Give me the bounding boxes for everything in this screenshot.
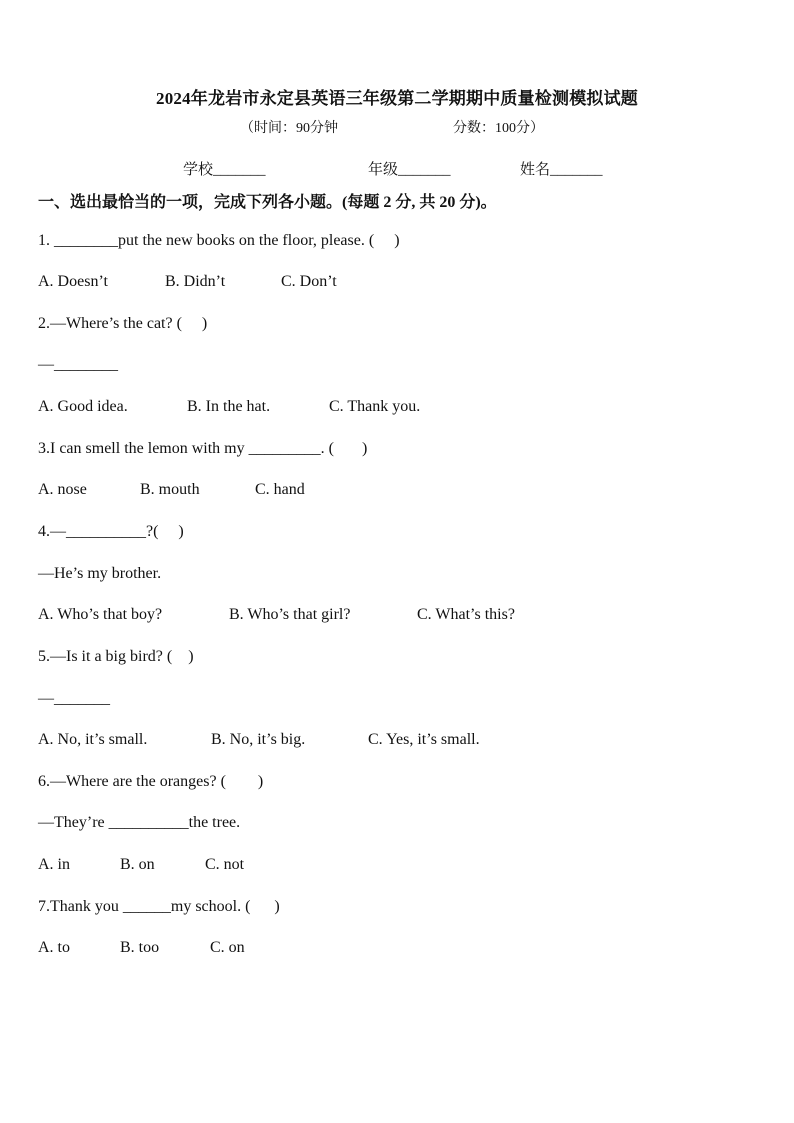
q3-option-a: A. nose: [38, 481, 87, 498]
q6-option-b: B. on: [120, 856, 155, 873]
question-7-stem: 7.Thank you ______my school. ( ): [38, 898, 280, 915]
question-4-answer-line: —He’s my brother.: [38, 565, 162, 582]
question-1-stem: 1. ________put the new books on the floor, please. ( ): [38, 232, 400, 249]
name-field: 姓名_______: [520, 162, 603, 178]
question-5-answer-line: —_______: [38, 690, 110, 707]
question-2-stem: 2.—Where’s the cat? ( ): [38, 315, 208, 332]
q6-option-c: C. not: [205, 856, 245, 873]
exam-title: 2024年龙岩市永定县英语三年级第二学期期中质量检测模拟试题: [156, 89, 638, 108]
q3-option-c: C. hand: [255, 481, 305, 498]
q1-option-a: A. Doesn’t: [38, 273, 108, 290]
question-5-stem: 5.—Is it a big bird? ( ): [38, 648, 194, 665]
question-3-stem: 3.I can smell the lemon with my _________. ( ): [38, 440, 368, 457]
q5-option-b: B. No, it’s big.: [211, 731, 306, 748]
q2-option-c: C. Thank you.: [329, 398, 421, 415]
q4-option-b: B. Who’s that girl?: [229, 606, 351, 623]
q7-option-a: A. to: [38, 939, 70, 956]
q5-option-c: C. Yes, it’s small.: [368, 731, 480, 748]
q6-option-a: A. in: [38, 856, 70, 873]
q2-option-b: B. In the hat.: [187, 398, 271, 415]
q5-option-a: A. No, it’s small.: [38, 731, 148, 748]
q4-option-c: C. What’s this?: [417, 606, 515, 623]
question-4-stem: 4.—__________?( ): [38, 523, 184, 540]
question-6-stem: 6.—Where are the oranges? ( ): [38, 773, 264, 790]
exam-score: 分数：100分）: [453, 121, 544, 136]
school-field: 学校_______: [183, 162, 266, 178]
q3-option-b: B. mouth: [140, 481, 200, 498]
q1-option-c: C. Don’t: [281, 273, 337, 290]
q1-option-b: B. Didn’t: [165, 273, 226, 290]
grade-field: 年级_______: [368, 162, 451, 178]
q7-option-c: C. on: [210, 939, 245, 956]
q2-option-a: A. Good idea.: [38, 398, 128, 415]
question-2-answer-line: —________: [38, 356, 118, 373]
q7-option-b: B. too: [120, 939, 160, 956]
q4-option-a: A. Who’s that boy?: [38, 606, 163, 623]
section-heading: 一、选出最恰当的一项，完成下列各小题。(每题 2 分, 共 20 分)。: [38, 194, 497, 211]
exam-time: （时间：90分钟: [240, 121, 338, 136]
question-6-answer-line: —They’re __________the tree.: [38, 814, 241, 831]
